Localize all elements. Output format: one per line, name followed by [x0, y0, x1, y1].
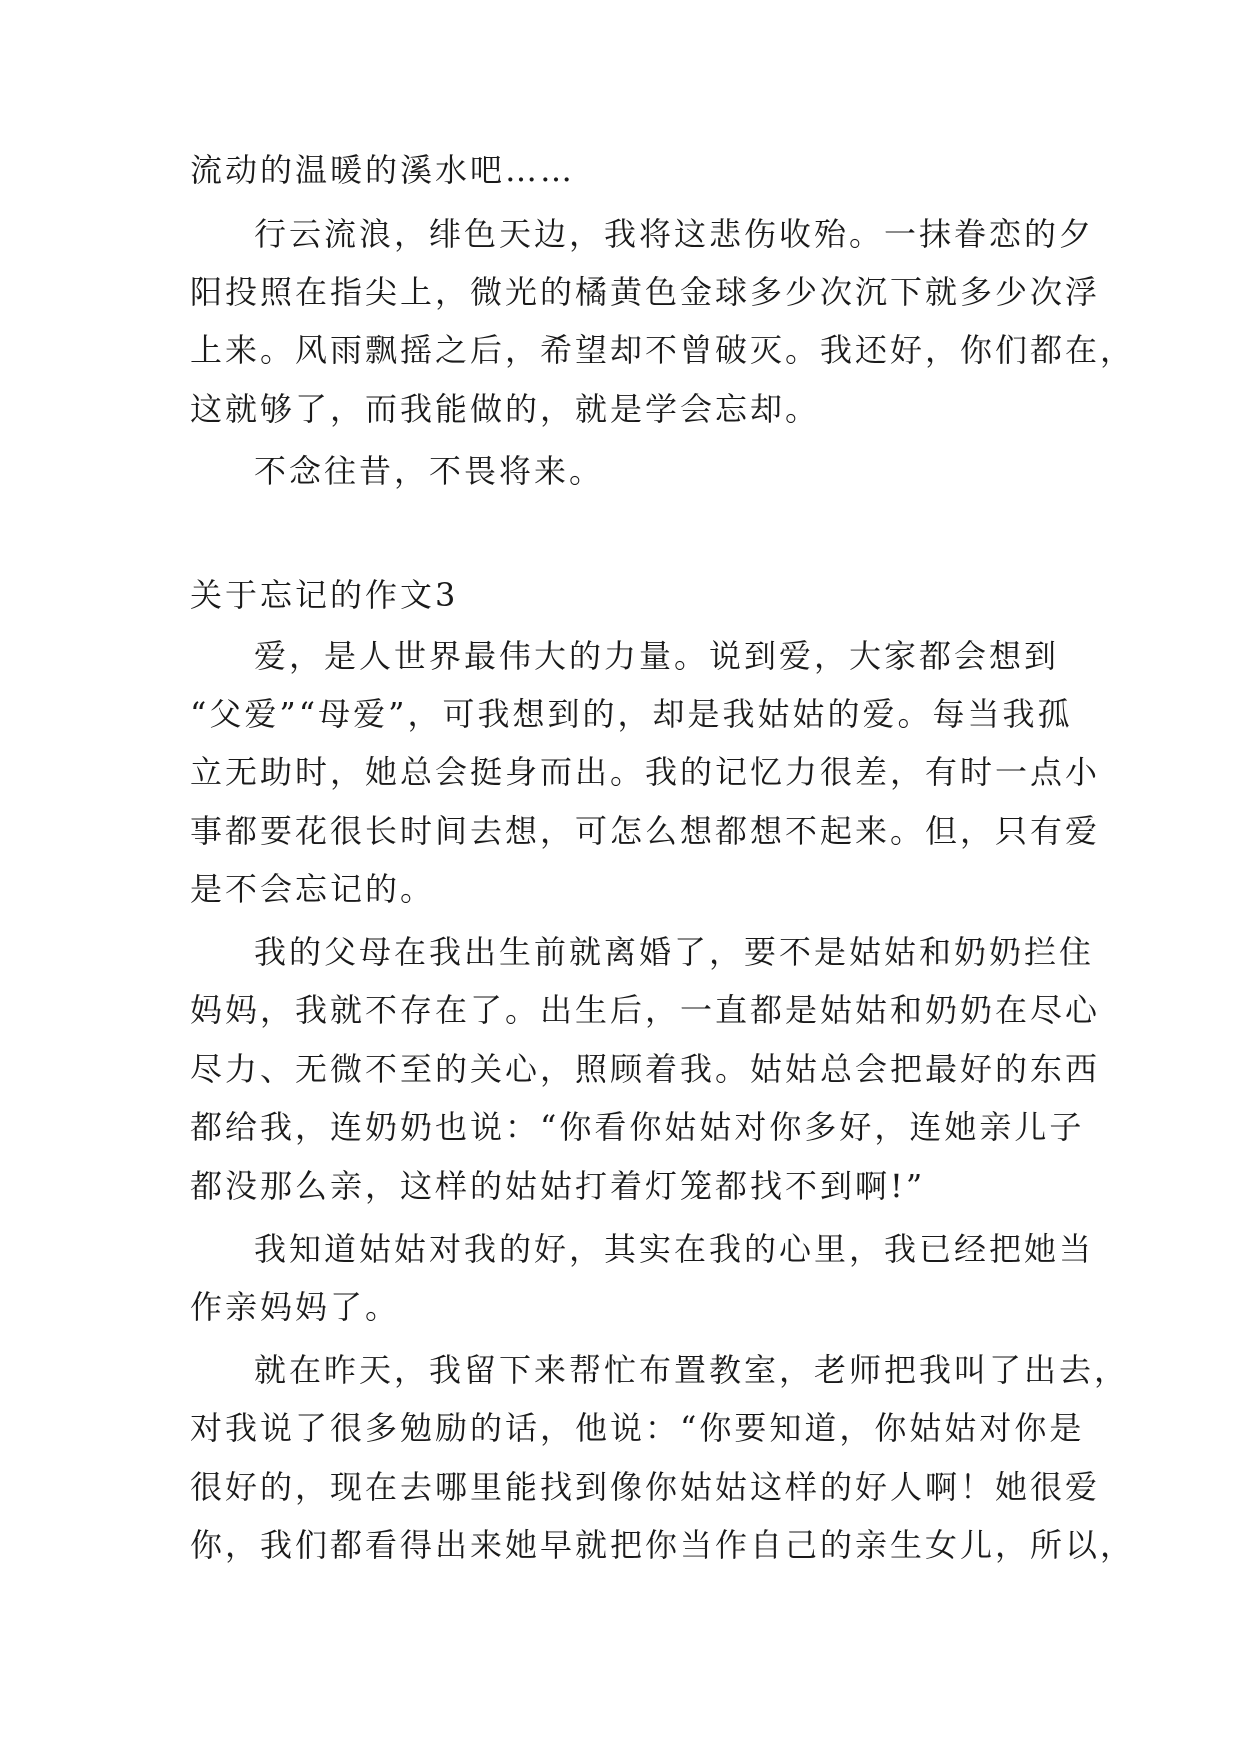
text-line: 你，我们都看得出来她早就把你当作自己的亲生女儿，所以，: [190, 1526, 1136, 1564]
text-line: 立无助时，她总会挺身而出。我的记忆力很差，有时一点小: [190, 753, 1101, 791]
text-line: 作亲妈妈了。: [190, 1288, 401, 1326]
text-line: 事都要花很长时间去想，可怎么想都想不起来。但，只有爱: [190, 812, 1101, 850]
text-line: 上来。风雨飘摇之后，希望却不曾破灭。我还好，你们都在，: [190, 331, 1136, 369]
text-line: 都没那么亲，这样的姑姑打着灯笼都找不到啊!”: [190, 1167, 926, 1205]
text-line: 都给我，连奶奶也说：“你看你姑姑对你多好，连她亲儿子: [190, 1108, 1085, 1146]
paragraph-first-line: 爱，是人世界最伟大的力量。说到爱，大家都会想到: [254, 637, 1060, 675]
paragraph-first-line: 我的父母在我出生前就离婚了，要不是姑姑和奶奶拦住: [254, 933, 1095, 971]
text-line: “父爱”“母爱”，可我想到的，却是我姑姑的爱。每当我孤: [190, 695, 1073, 733]
paragraph-first-line: 我知道姑姑对我的好，其实在我的心里，我已经把她当: [254, 1230, 1095, 1268]
paragraph-first-line: 就在昨天，我留下来帮忙布置教室，老师把我叫了出去，: [254, 1351, 1130, 1389]
text-line: 流动的温暖的溪水吧……: [190, 151, 576, 189]
text-line: 对我说了很多勉励的话，他说：“你要知道，你姑姑对你是: [190, 1409, 1085, 1447]
paragraph-first-line: 不念往昔，不畏将来。: [254, 452, 605, 490]
section-heading: 关于忘记的作文3: [190, 576, 459, 614]
text-line: 很好的，现在去哪里能找到像你姑姑这样的好人啊！她很爱: [190, 1468, 1101, 1506]
paragraph-first-line: 行云流浪，绯色天边，我将这悲伤收殆。一抹眷恋的夕: [254, 215, 1095, 253]
text-line: 尽力、无微不至的关心，照顾着我。姑姑总会把最好的东西: [190, 1050, 1101, 1088]
text-line: 阳投照在指尖上，微光的橘黄色金球多少次沉下就多少次浮: [190, 273, 1101, 311]
text-line: 是不会忘记的。: [190, 870, 436, 908]
text-line: 这就够了，而我能做的，就是学会忘却。: [190, 390, 821, 428]
text-line: 妈妈，我就不存在了。出生后，一直都是姑姑和奶奶在尽心: [190, 991, 1101, 1029]
